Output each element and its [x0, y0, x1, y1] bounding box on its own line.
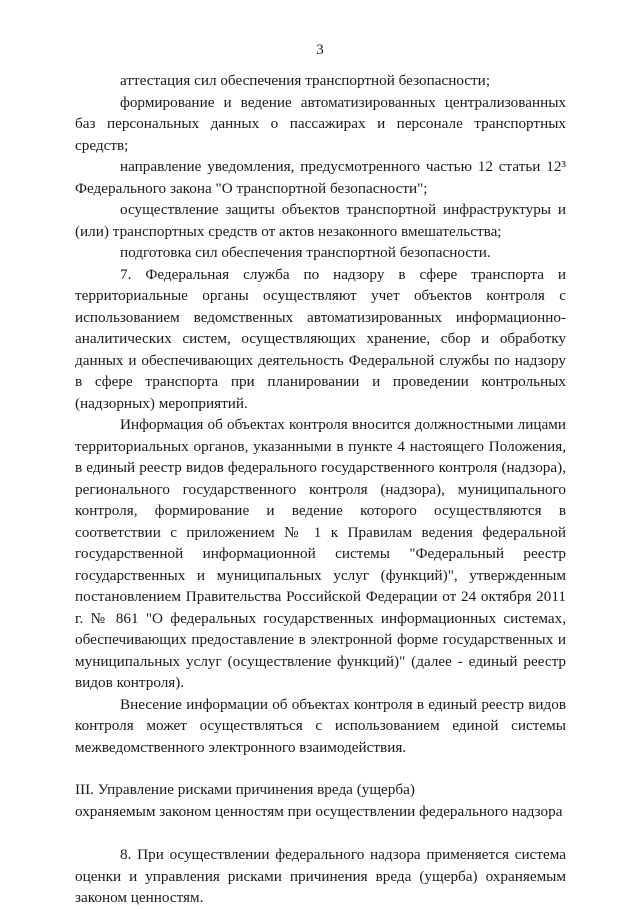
paragraph-databases: формирование и ведение автоматизированных централизованных баз персональных данных о пассажирах и персонале транспортных средств;: [75, 93, 566, 154]
section-heading-line-1: III. Управление рисками причинения вреда (ущерба): [75, 781, 415, 798]
section-heading-line-2: охраняемым законом ценностям при осуществлении федерального надзора: [75, 802, 563, 820]
paragraph-item-8: 8. При осуществлении федерального надзора применяется система оценки и управления рисками причинения вреда (ущерба) охраняемым законом ценностям.: [75, 846, 566, 906]
spacer: [75, 822, 566, 844]
paragraph-training: подготовка сил обеспечения транспортной безопасности.: [120, 244, 491, 261]
page-number: 3: [316, 42, 324, 58]
spacer: [75, 758, 566, 779]
paragraph-protection: осуществление защиты объектов транспортной инфраструктуры и (или) транспортных средств от актов незаконного вмешательства;: [75, 201, 566, 240]
paragraph-notification: направление уведомления, предусмотренного частью 12 статьи 12³ Федерального закона "О транспортной безопасности";: [75, 158, 566, 197]
document-body: [75, 70, 566, 909]
paragraph-control-entry: Внесение информации об объектах контроля в единый реестр видов контроля может осуществляться с использованием единой системы межведомственного электронного взаимодействия.: [75, 695, 566, 756]
paragraph-item-7: 7. Федеральная служба по надзору в сфере транспорта и территориальные органы осуществляют учет объектов контроля с использованием ведомственных автоматизированных информационно-аналитических систем, осуществляющих хранение, сбор и обработку данных и обеспечивающих деятельность Федеральной службы по надзору в сфере транспорта при планировании и проведении контрольных (надзорных) мероприятий.: [75, 265, 566, 412]
paragraph-attestation: аттестация сил обеспечения транспортной безопасности;: [120, 72, 491, 89]
paragraph-control-info: Информация об объектах контроля вносится должностными лицами территориальных органов, указанными в пункте 4 настоящего Положения, в единый реестр видов федерального государственного контроля (надзора), регионального государственного контроля (надзора), муниципального контроля, формирование и ведение которого осуществляются в соответствии с приложением № 1 к Правилам ведения федеральной государственной информационной системы "Федеральный реестр государственных и муниципальных услуг (функций)", утвержденным постановлением Правительства Российской Федерации от 24 октября 2011 г. № 861 "О федеральных государственных информационных системах, обеспечивающих предоставление в электронной форме государственных и муниципальных услуг (осуществление функций)" (далее - единый реестр видов контроля).: [75, 416, 566, 691]
